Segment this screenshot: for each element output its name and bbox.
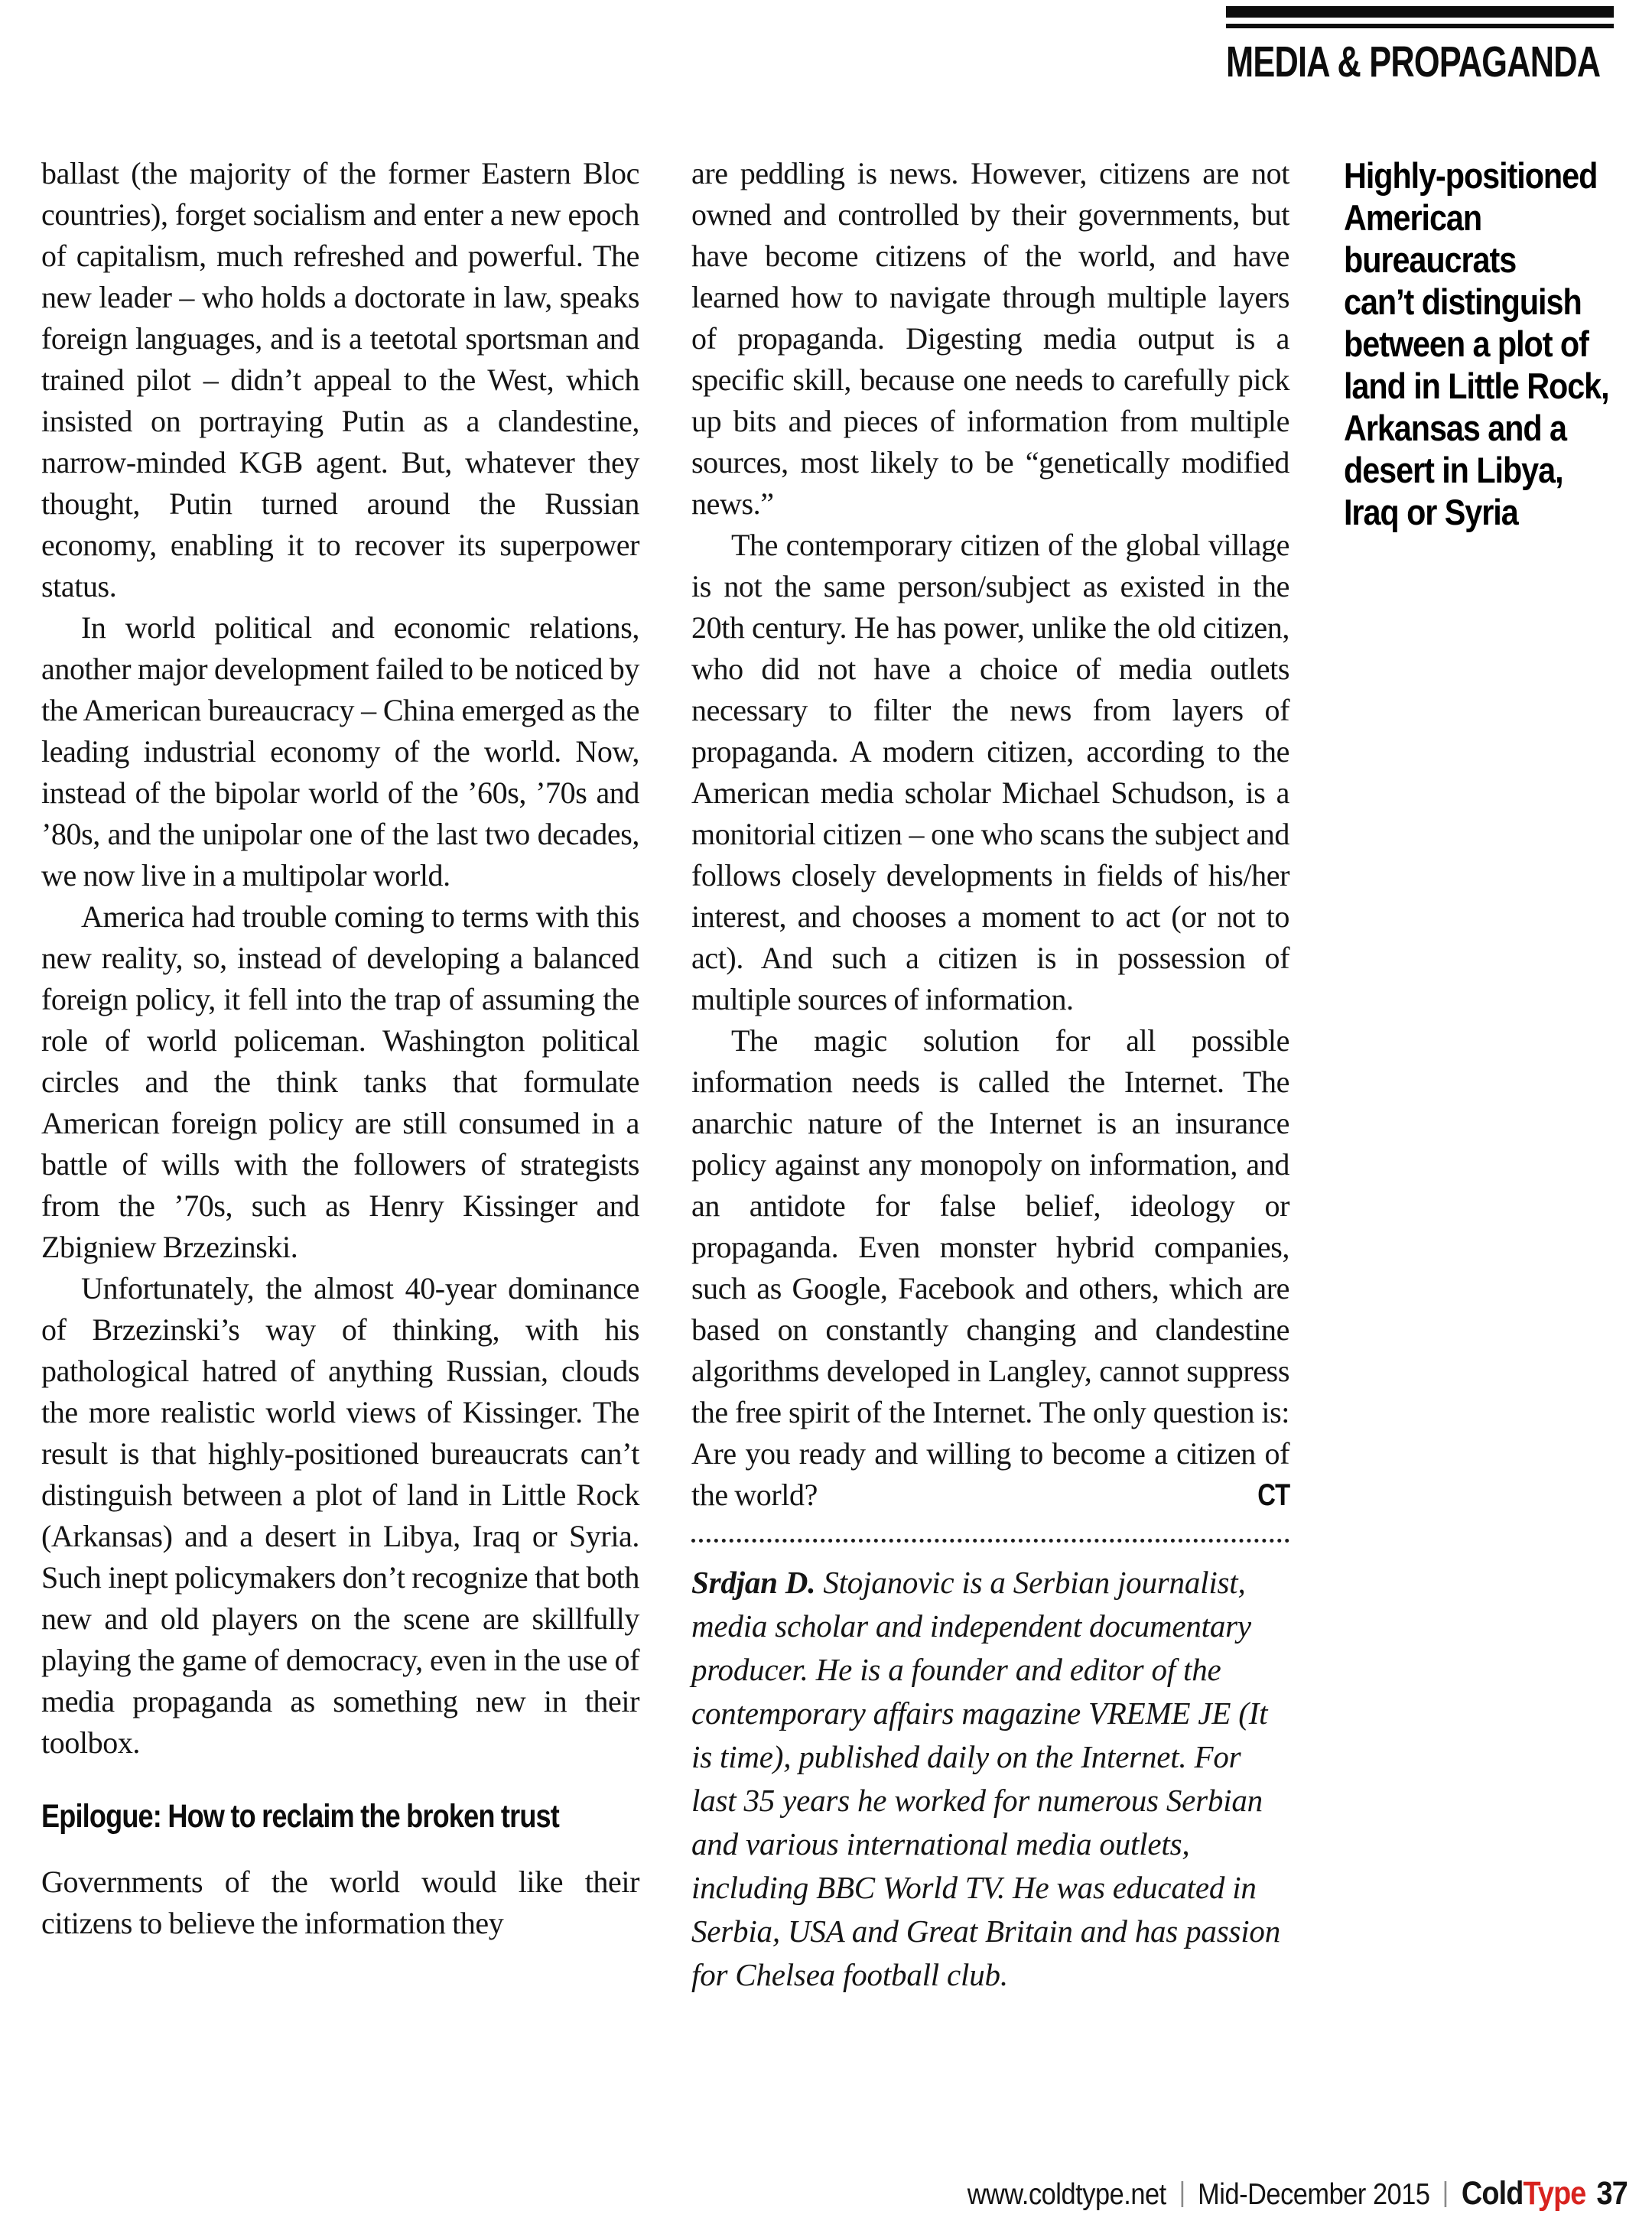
brand-cold: Cold [1462,2175,1524,2212]
article-end-mark: CT [1257,1478,1289,1512]
body-paragraph: The magic solution for all possible information needs is called the Internet. The anarchic nature of the Internet is an insurance policy against any monopoly on information, and an antidote for false belief, ideology or propaganda. Even monster hybrid companies, such as Google, Facebook and others, which are based on constantly changing and clandestine algorithms developed in Langley, cannot suppress the free spirit of the Internet. The only question is: Are you ready and willing to become a citizen of the world? [691,1023,1289,1512]
pull-quote [1344,154,1613,533]
dotted-divider [691,1539,1289,1543]
footer-separator [1181,2181,1183,2207]
section-title: MEDIA & PROPAGANDA [1226,37,1601,86]
pull-quote-line: can’t distinguish [1344,281,1582,322]
pull-quote-line: between a plot of [1344,324,1589,364]
page-footer [967,2175,1628,2213]
kicker-rule-thick [1226,6,1614,18]
epilogue-subhead: Epilogue: How to reclaim the broken trust [41,1798,559,1835]
section-kicker [1226,6,1614,85]
pull-quote-line: bureaucrats [1344,239,1517,280]
brand-type: Type [1523,2175,1586,2212]
article-column-middle [691,153,1289,1997]
footer-page-number: 37 [1596,2175,1628,2212]
pull-quote-line: land in Little Rock, [1344,366,1609,406]
pull-quote-line: Arkansas and a [1344,408,1566,448]
body-paragraph: Governments of the world would like their citizens to believe the information they [41,1865,639,1940]
author-bio-text: Stojanovic is a Serbian journalist, media scholar and independent documentary producer. He is a founder and editor of the contemporary affairs magazine VREME JE (It is time), published daily on the Internet. For last 35 years he worked for numerous Serbian and various international media outlets, including BBC World TV. He was educated in Serbia, USA and Great Britain and has passion for Chelsea football club. [691,1565,1281,1992]
article-column-left [41,153,639,1944]
author-bio [691,1561,1289,1997]
footer-separator [1445,2181,1447,2207]
pull-quote-line: Iraq or Syria [1344,492,1518,532]
footer-url: www.coldtype.net [967,2178,1166,2211]
author-name: Srdjan D. [691,1565,816,1600]
pull-quote-line: Highly-positioned [1344,155,1598,196]
body-paragraph: are peddling is news. However, citizens are not owned and controlled by their governments, but have become citizens of the world, and have learned how to navigate through multiple layers of propaganda. Digesting media output is a specific skill, because one needs to carefully pick up bits and pieces of information from multiple sources, most likely to be “genetically modified news.” [691,156,1289,521]
pull-quote-line: desert in Libya, [1344,450,1563,490]
pull-quote-line: American [1344,197,1482,238]
footer-issue-date: Mid-December 2015 [1198,2178,1430,2211]
kicker-rule-thin [1226,24,1614,28]
body-paragraph: Unfortunately, the almost 40-year dominance of Brzezinski’s way of thinking, with his pathological hatred of anything Russian, clouds the more realistic world views of Kissinger. The result is that highly-positioned bureaucrats can’t distinguish between a plot of land in Little Rock (Arkansas) and a desert in Libya, Iraq or Syria. Such inept policymakers don’t recognize that both new and old players on the scene are skillfully playing the game of democracy, even in the use of media propaganda as something new in their toolbox. [41,1271,639,1760]
footer-brand-logo [1462,2175,1586,2213]
body-paragraph: The contemporary citizen of the global village is not the same person/subject as existed in the 20th century. He has power, unlike the old citizen, who did not have a choice of media outlets necessary to filter the news from layers of propaganda. A modern citizen, according to the American media scholar Michael Schudson, is a monitorial citizen – one who scans the subject and follows closely developments in fields of his/her interest, and chooses a moment to act (or not to act). And such a citizen is in possession of multiple sources of information. [691,528,1289,1016]
body-paragraph: In world political and economic relations, another major development failed to be noticed by the American bureaucracy – China emerged as the leading industrial economy of the world. Now, instead of the bipolar world of the ’60s, ’70s and ’80s, and the unipolar one of the last two decades, we now live in a multipolar world. [41,610,639,893]
body-paragraph: America had trouble coming to terms with this new reality, so, instead of developing a balanced foreign policy, it fell into the trap of assuming the role of world policeman. Washington political circles and the think tanks that formulate American foreign policy are still consumed in a battle of wills with the followers of strategists from the ’70s, such as Henry Kissinger and Zbigniew Brzezinski. [41,899,639,1264]
body-paragraph: ballast (the majority of the former Eastern Bloc countries), forget socialism and enter a new epoch of capitalism, much refreshed and powerful. The new leader – who holds a doctorate in law, speaks foreign languages, and is a teetotal sportsman and trained pilot – didn’t appeal to the West, which insisted on portraying Putin as a clandestine, narrow-minded KGB agent. But, whatever they thought, Putin turned around the Russian economy, enabling it to recover its superpower status. [41,156,639,603]
